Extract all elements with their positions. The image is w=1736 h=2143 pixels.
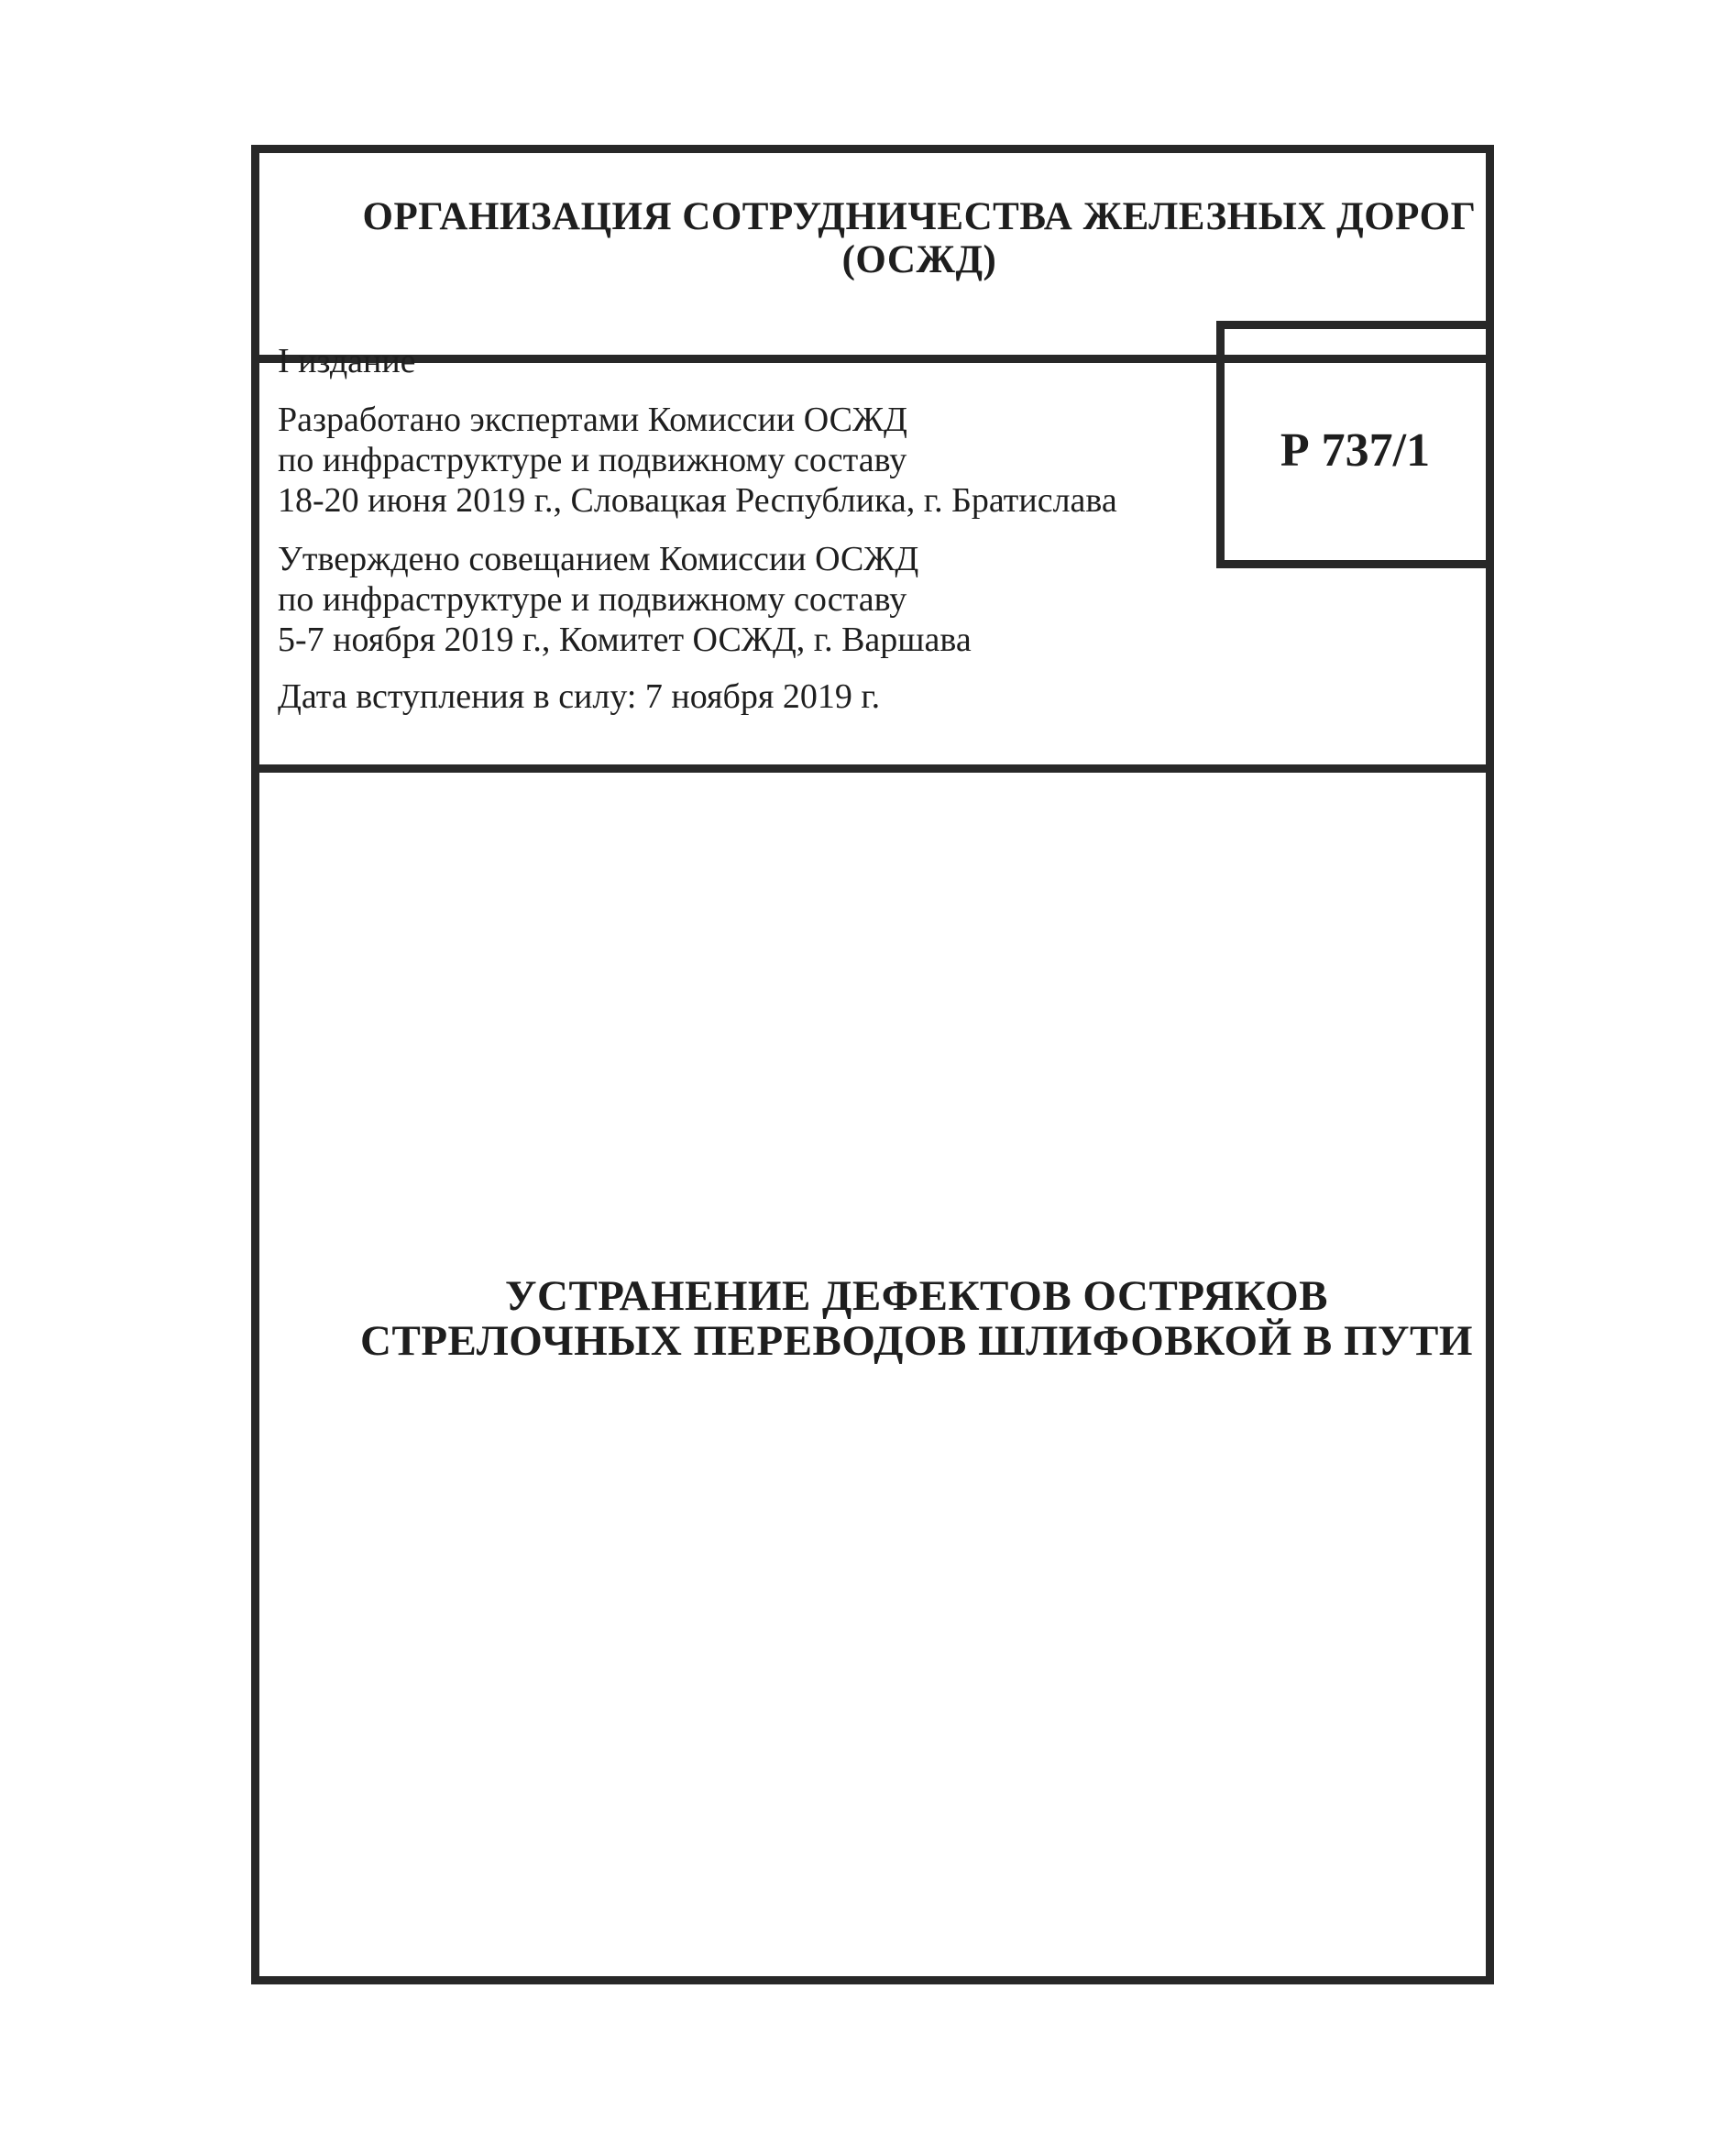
doc-title-line-2: СТРЕЛОЧНЫХ ПЕРЕВОДОВ ШЛИФОВКОЙ В ПУТИ xyxy=(360,1317,1473,1365)
approved-paragraph xyxy=(278,539,1183,660)
approved-line-1: Утверждено совещанием Комиссии ОСЖД xyxy=(278,540,919,578)
approved-line-3: 5-7 ноября 2019 г., Комитет ОСЖД, г. Варшава xyxy=(278,621,972,659)
developed-paragraph xyxy=(278,400,1183,521)
developed-line-2: по инфраструктуре и подвижному составу xyxy=(278,441,907,479)
developed-line-3: 18-20 июня 2019 г., Словацкая Республика, г. Братислава xyxy=(278,481,1117,520)
org-name: ОРГАНИЗАЦИЯ СОТРУДНИЧЕСТВА ЖЕЛЕЗНЫХ ДОРОГ xyxy=(362,195,1477,238)
doc-code-box xyxy=(1216,321,1486,568)
document-frame xyxy=(251,145,1494,1984)
org-abbreviation: (ОСЖД) xyxy=(841,238,997,281)
approved-line-2: по инфраструктуре и подвижному составу xyxy=(278,580,907,619)
title-section xyxy=(259,781,1486,1976)
edition-label: I издание xyxy=(278,342,416,380)
doc-title-line-1: УСТРАНЕНИЕ ДЕФЕКТОВ ОСТРЯКОВ xyxy=(505,1272,1328,1320)
developed-line-1: Разработано экспертами Комиссии ОСЖД xyxy=(278,401,907,439)
doc-code: Р 737/1 xyxy=(1280,423,1431,477)
effective-date: Дата вступления в силу: 7 ноября 2019 г. xyxy=(278,677,881,716)
